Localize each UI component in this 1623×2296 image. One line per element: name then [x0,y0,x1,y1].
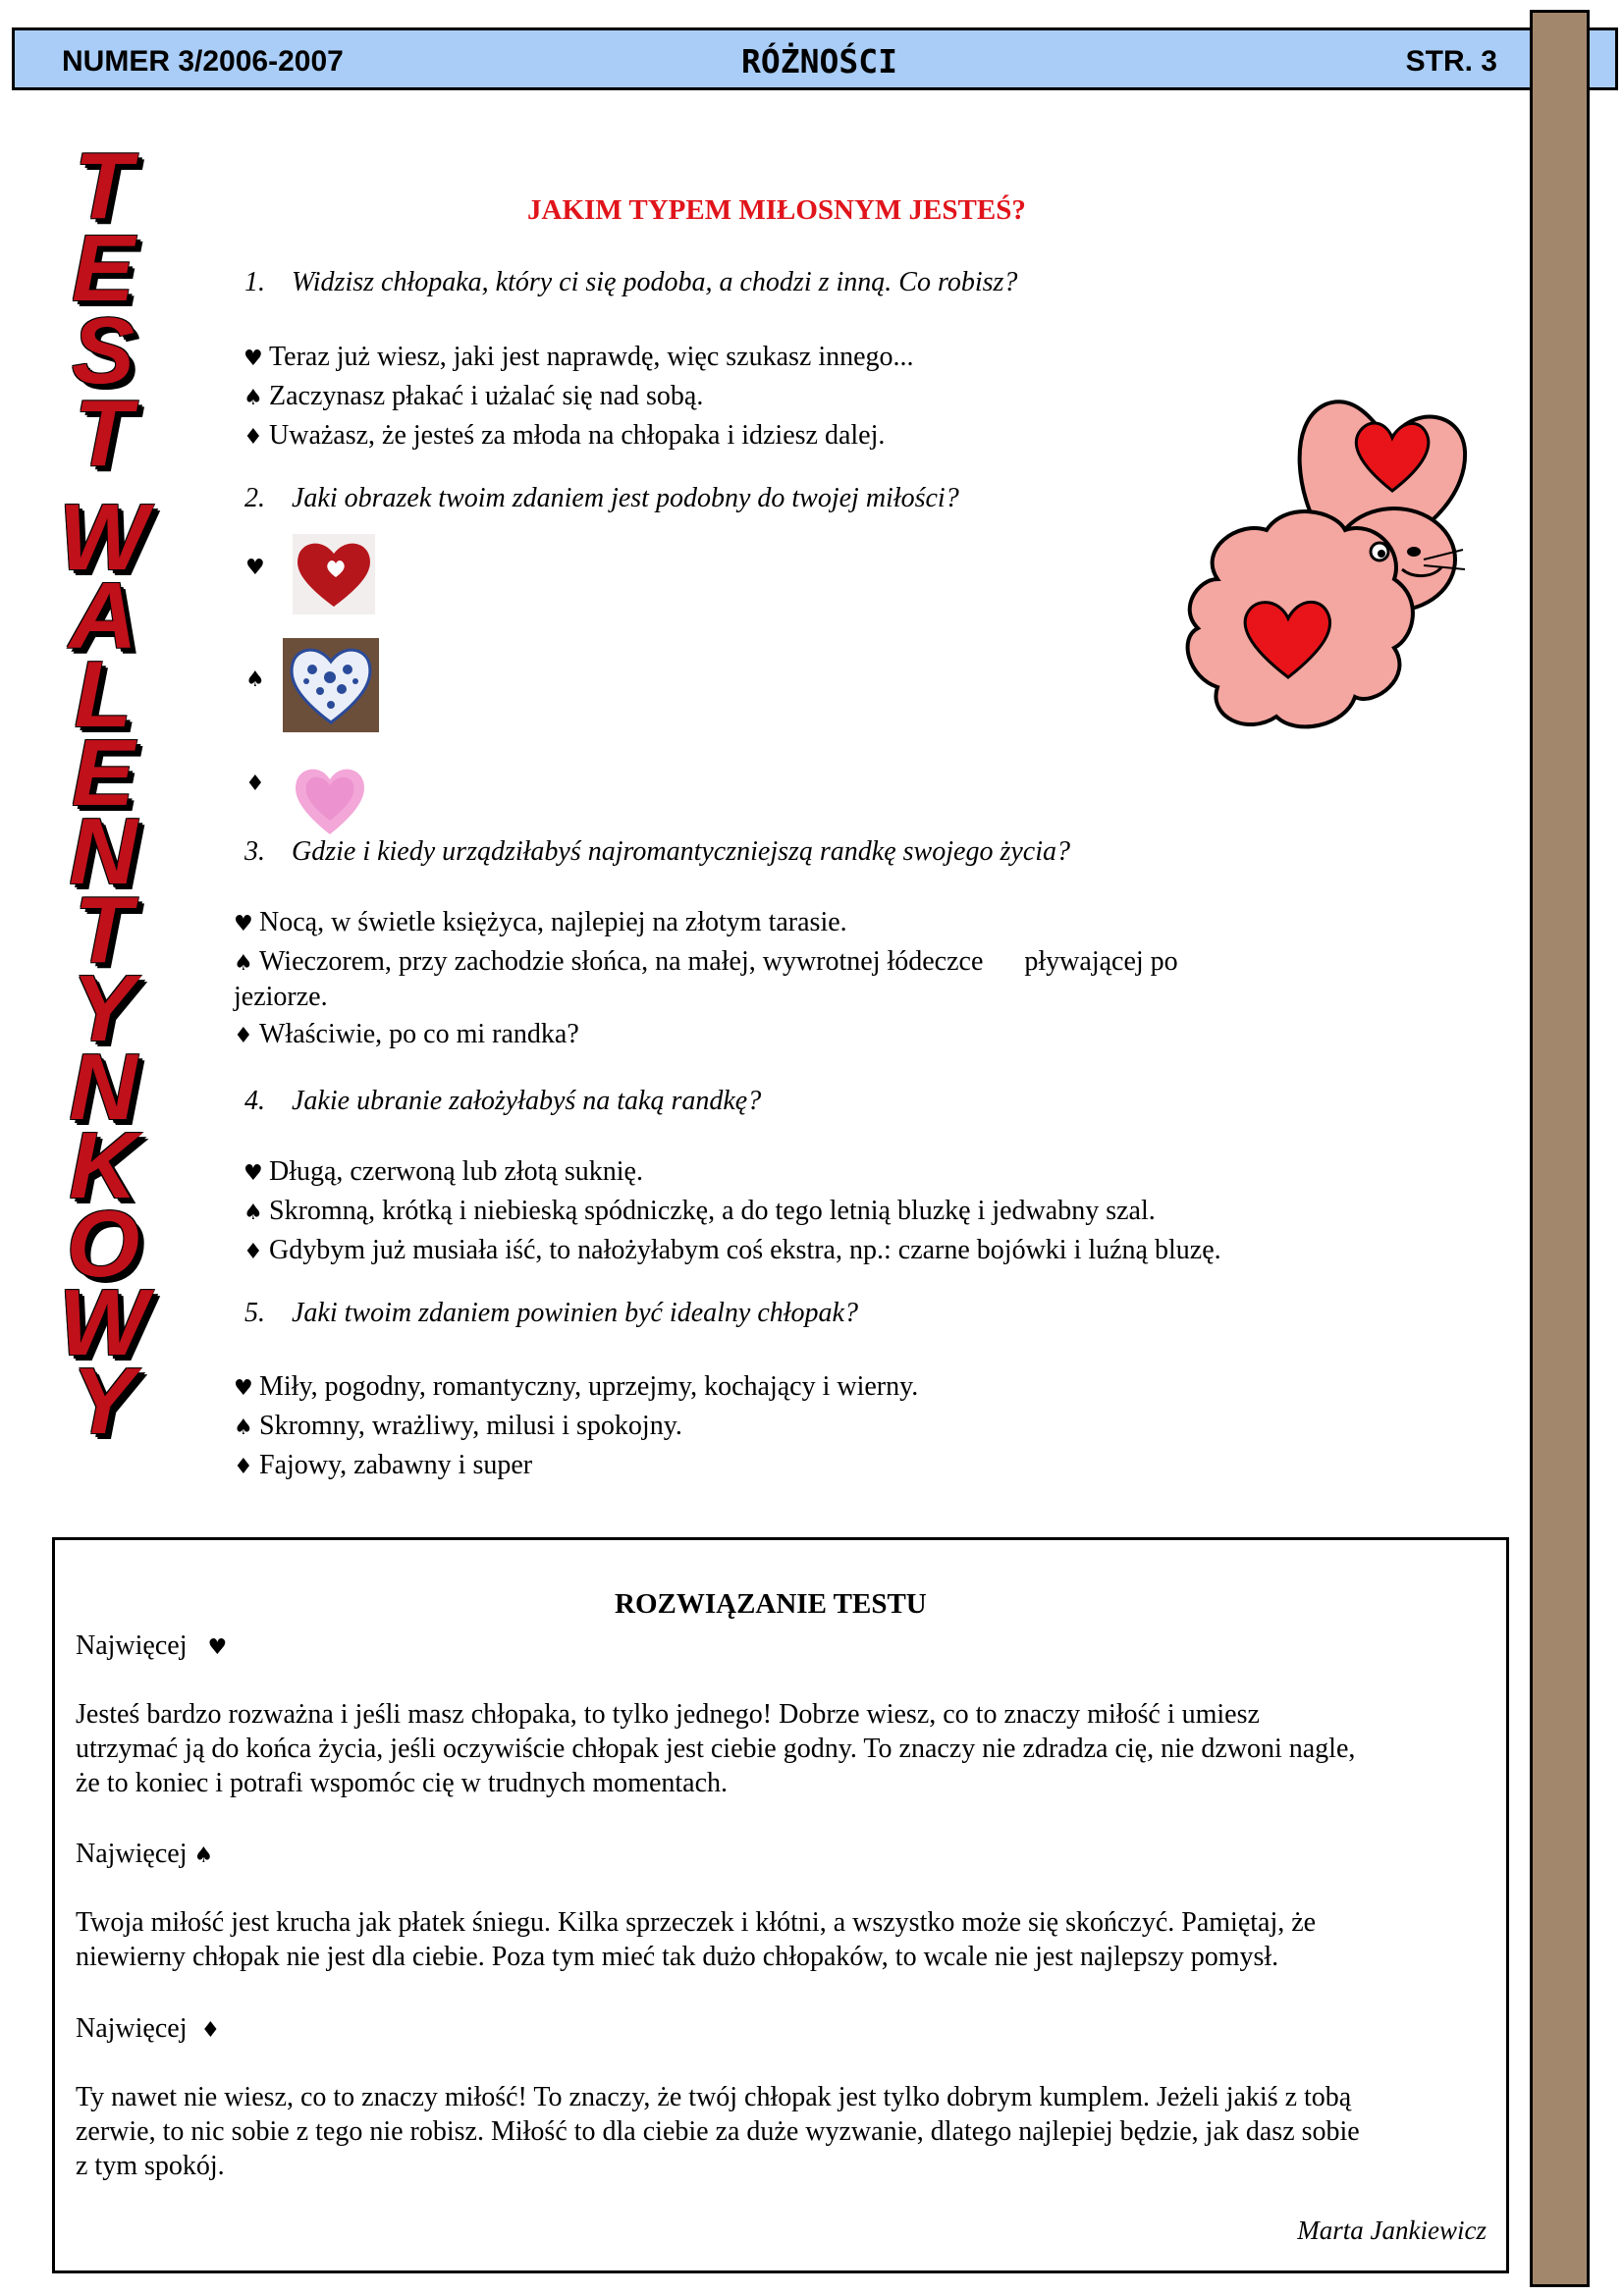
solution-box [52,1537,1509,2273]
heart-bunny-illustration [1178,383,1473,766]
answers-4 [243,1153,1221,1271]
answer-heart: ♥ Miły, pogodny, romantyczny, uprzejmy, kochający i wierny. [234,1368,918,1408]
answers-1 [243,339,914,456]
diamond-icon: ♦ [234,1455,253,1479]
answer-heart: ♥ Długą, czerwoną lub złotą suknię. [243,1153,1221,1193]
question-text: Jakie ubranie założyłabyś na taką randkę? [292,1086,762,1116]
answers-3 [234,904,1178,1055]
heart-icon: ♥ [243,347,263,371]
question-5 [244,1298,858,1329]
diamond-icon: ♦ [243,1240,263,1264]
vertical-letter: S [71,298,135,403]
vertical-letter: T [74,878,133,983]
question-number: 3. [244,836,265,867]
vertical-letter: A [69,563,137,668]
vertical-letter: Y [71,1349,135,1454]
vertical-letter: K [69,1113,137,1218]
vertical-letter: E [71,721,135,826]
heart-icon: ♥ [234,912,253,936]
vertical-title-walentynkowy [20,485,187,1454]
vertical-letter: Y [71,956,135,1061]
question-1 [244,267,1017,298]
side-decoration-strip [1530,10,1590,2287]
most-heart-label: Najwięcej ♥ [76,1629,1489,1665]
vertical-letter: O [66,1192,140,1297]
answer-diamond: ♦ Fajowy, zabawny i super [234,1447,918,1486]
vertical-title-test [20,133,187,486]
question-text: Jaki twoim zdaniem powinien być idealny chłopak? [292,1298,858,1328]
spade-icon: ♠ [245,667,265,692]
diamond-icon: ♦ [243,425,263,450]
answer-heart: ♥ Nocą, w świetle księżyca, najlepiej na złotym tarasie. [234,904,1178,943]
question-4 [244,1086,761,1117]
solution-title: ROZWIĄZANIE TESTU [615,1588,927,1620]
question-text: Widzisz chłopaka, który ci się podoba, a chodzi z inną. Co robisz? [292,267,1018,297]
heart-result-text: Jesteś bardzo rozważna i jeśli masz chłopaka, to tylko jednego! Dobrze wiesz, co to znaczy miłość i umiesz utrzymać ją do końca życia, jeśli oczywiście chłopak jest ciebie godny. To znaczy nie zdradza cię, nie dzwoni nagle, że to koniec i potrafi wspomóc cię w trudnych momentach. [76,1699,1356,1798]
question-text: Jaki obrazek twoim zdaniem jest podobny do twojej miłości? [292,483,959,513]
diamond-icon: ♦ [200,2018,221,2043]
answer-continuation: jeziorze. [234,982,328,1012]
diamond-icon: ♦ [234,1024,253,1048]
answers-5 [234,1368,918,1486]
spade-icon: ♠ [234,951,253,976]
author-signature: Marta Jankiewicz [1297,2216,1487,2245]
heart-icon: ♥ [207,1635,228,1660]
heart-icon: ♥ [234,1376,253,1401]
heart-picture-pink [291,762,369,838]
section-title: RÓŻNOŚCI [741,42,897,80]
spade-icon: ♠ [243,1201,263,1225]
question-text: Gdzie i kiedy urządziłabyś najromantyczniejszą randkę swojego życia? [292,836,1070,867]
vertical-letter: T [74,381,133,486]
most-spade-label: Najwięcej ♠ [76,1837,1489,1873]
heart-picture-red [293,534,375,614]
answer-diamond: ♦ Uważasz, że jesteś za młoda na chłopaka i idziesz dalej. [243,417,914,456]
vertical-letter: T [74,133,133,239]
diamond-result-text: Ty nawet nie wiesz, co to znaczy miłość! To znaczy, że twój chłopak jest tylko dobrym kumplem. Jeżeli jakiś z tobą zerwie, to nic sobie z tego nie robisz. Miłość to dla ciebie za duże wyzwanie, dlatego najlepiej będzie, jak dasz sobie z tym spokój. [76,2082,1360,2181]
spade-icon: ♠ [234,1415,253,1440]
spade-icon: ♠ [243,386,263,410]
heart-icon: ♥ [243,1161,263,1186]
vertical-letter: L [74,642,133,747]
question-number: 5. [244,1298,265,1328]
question-number: 4. [244,1086,265,1116]
vertical-letter: N [69,1035,137,1140]
spade-icon: ♠ [193,1843,214,1868]
page-number: STR. 3 [1405,45,1497,78]
diamond-icon: ♦ [245,772,265,796]
issue-number: NUMER 3/2006-2007 [62,45,344,78]
answer-spade: ♠ Skromny, wrażliwy, milusi i spokojny. [234,1408,918,1447]
question-number: 2. [244,483,265,513]
answer-spade: ♠ Zaczynasz płakać i użalać się nad sobą. [243,378,914,417]
quiz-title: JAKIM TYPEM MIŁOSNYM JESTEŚ? [527,194,1026,226]
page-header [12,27,1618,90]
heart-picture-blue-porcelain [283,638,379,732]
heart-icon: ♥ [245,556,265,580]
answer-diamond: ♦ Gdybym już musiała iść, to nałożyłabym coś ekstra, np.: czarne bojówki i luźną bluzę. [243,1232,1221,1271]
vertical-letter: N [69,799,137,904]
most-diamond-label: Najwięcej ♦ [76,2011,1489,2048]
spade-result-text: Twoja miłość jest krucha jak płatek śniegu. Kilka sprzeczek i kłótni, a wszystko może się skończyć. Pamiętaj, że niewierny chłopak nie jest dla ciebie. Poza tym mieć tak dużo chłopaków, to wcale nie jest najlepszy pomysł. [76,1907,1317,1972]
answer-diamond: ♦ Właściwie, po co mi randka? [234,1016,1178,1055]
answer-spade: ♠ Skromną, krótką i niebieską spódniczkę, a do tego letnią bluzkę i jedwabny szal. [243,1193,1221,1232]
vertical-letter: E [71,216,135,321]
answer-spade: ♠ Wieczorem, przy zachodzie słońca, na małej, wywrotnej łódeczce pływającej po [234,943,1178,983]
question-number: 1. [244,267,265,297]
vertical-letter: W [58,485,148,590]
vertical-letter: W [58,1270,148,1375]
answer-heart: ♥ Teraz już wiesz, jaki jest naprawdę, więc szukasz innego... [243,339,914,378]
question-2 [244,483,959,514]
question-3 [244,836,1070,868]
